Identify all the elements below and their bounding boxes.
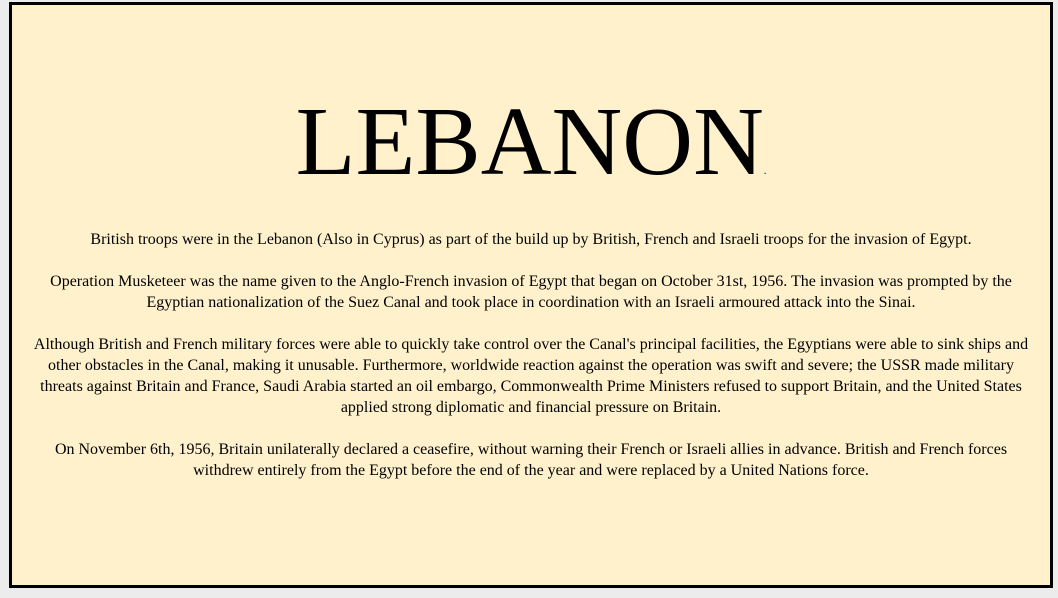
- article-body: [30, 229, 1032, 502]
- paragraph-1: British troops were in the Lebanon (Also in Cyprus) as part of the build up by British, French and Israeli troops for the invasion of Egypt.: [90, 231, 972, 248]
- title-mark: .: [763, 166, 767, 177]
- content-panel: [9, 2, 1053, 588]
- paragraph-3: Although British and French military forces were able to quickly take control over the Canal's principal facilities, the Egyptians were able to sink ships and other obstacles in the Canal, making it unusable. Furthermore, worldwide reaction against the operation was swift and severe; the USSR made military threats against Britain and France, Saudi Arabia started an oil embargo, Commonwealth Prime Ministers refused to support Britain, and the United States applied strong diplomatic and financial pressure on Britain.: [33, 336, 1029, 416]
- paragraph-2: Operation Musketeer was the name given to the Anglo-French invasion of Egypt that began on October 31st, 1956. The invasion was prompted by the Egyptian nationalization of the Suez Canal and took place in coordination with an Israeli armoured attack into the Sinai.: [50, 273, 1012, 311]
- paragraph-4: On November 6th, 1956, Britain unilaterally declared a ceasefire, without warning their French or Israeli allies in advance. British and French forces withdrew entirely from the Egypt before the end of the year and were replaced by a United Nations force.: [54, 441, 1008, 479]
- page-title-text: LEBANON: [295, 88, 764, 196]
- page-title: [12, 88, 1050, 196]
